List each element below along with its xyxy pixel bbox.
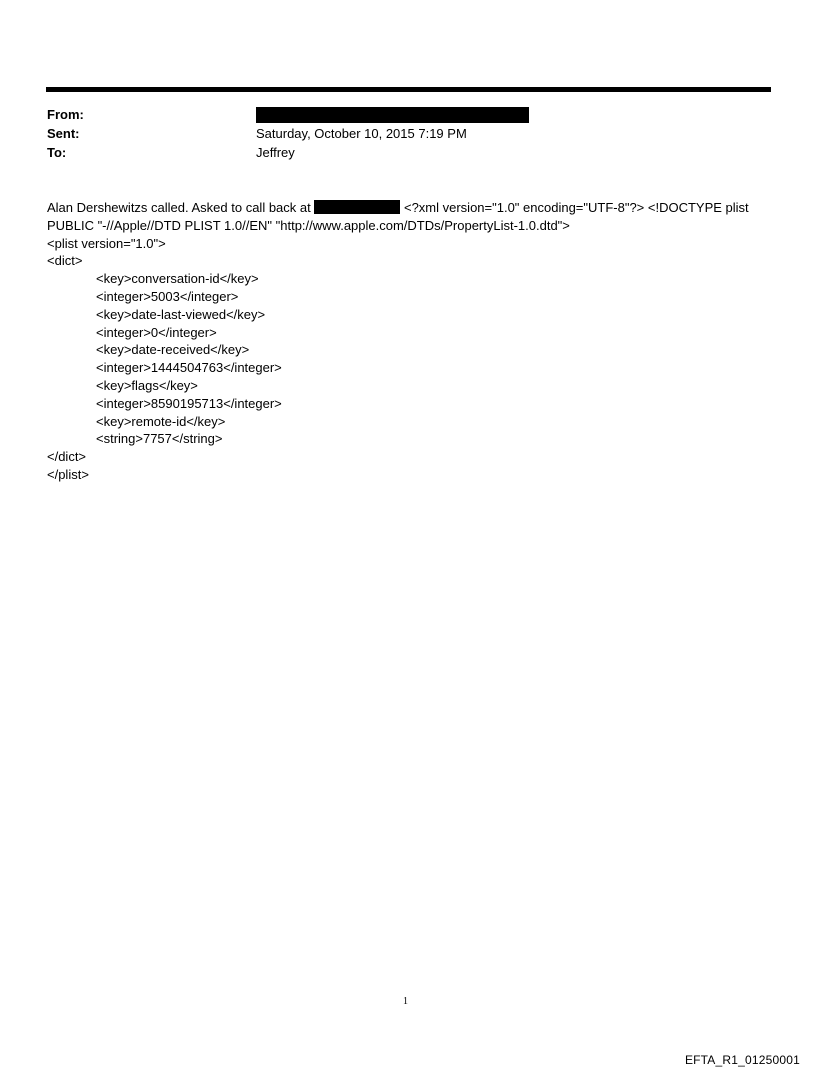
sent-value: Saturday, October 10, 2015 7:19 PM	[256, 126, 467, 141]
dict-entry: <integer>0</integer>	[96, 324, 217, 340]
from-value	[256, 107, 529, 123]
header-divider	[46, 87, 771, 92]
plist-open-tag: <plist version="1.0">	[47, 235, 166, 251]
body-text-before-redaction: Alan Dershewitzs called. Asked to call back at	[47, 200, 315, 215]
dict-entry: <integer>8590195713</integer>	[96, 395, 282, 411]
page-number: 1	[403, 996, 408, 1007]
to-value: Jeffrey	[256, 145, 295, 160]
to-label: To:	[47, 145, 67, 160]
dict-entry: <key>conversation-id</key>	[96, 271, 259, 287]
plist-close-tag: </plist>	[47, 466, 89, 482]
dict-entry: <key>date-received</key>	[96, 342, 250, 358]
sent-label: Sent:	[47, 126, 80, 141]
body-text-after-redaction: <?xml version="1.0" encoding="UTF-8"?> <!DOCTYPE plist	[400, 200, 749, 215]
dict-close-tag: </dict>	[47, 449, 87, 465]
body-line-1	[47, 199, 767, 217]
message-body	[47, 199, 767, 484]
dict-open-tag: <dict>	[47, 253, 83, 269]
dict-entry: <string>7757</string>	[96, 431, 223, 447]
from-label: From:	[47, 107, 84, 122]
dict-entry: <integer>1444504763</integer>	[96, 360, 282, 376]
dict-entry: <integer>5003</integer>	[96, 288, 239, 304]
body-line-2: PUBLIC "-//Apple//DTD PLIST 1.0//EN" "http://www.apple.com/DTDs/PropertyList-1.0.dtd">	[47, 217, 570, 233]
redaction-block	[256, 107, 529, 123]
bates-number: EFTA_R1_01250001	[684, 1053, 800, 1067]
dict-entry: <key>remote-id</key>	[96, 413, 226, 429]
phone-redaction-block	[314, 200, 400, 214]
dict-entry: <key>flags</key>	[96, 377, 198, 393]
dict-entry: <key>date-last-viewed</key>	[96, 306, 266, 322]
